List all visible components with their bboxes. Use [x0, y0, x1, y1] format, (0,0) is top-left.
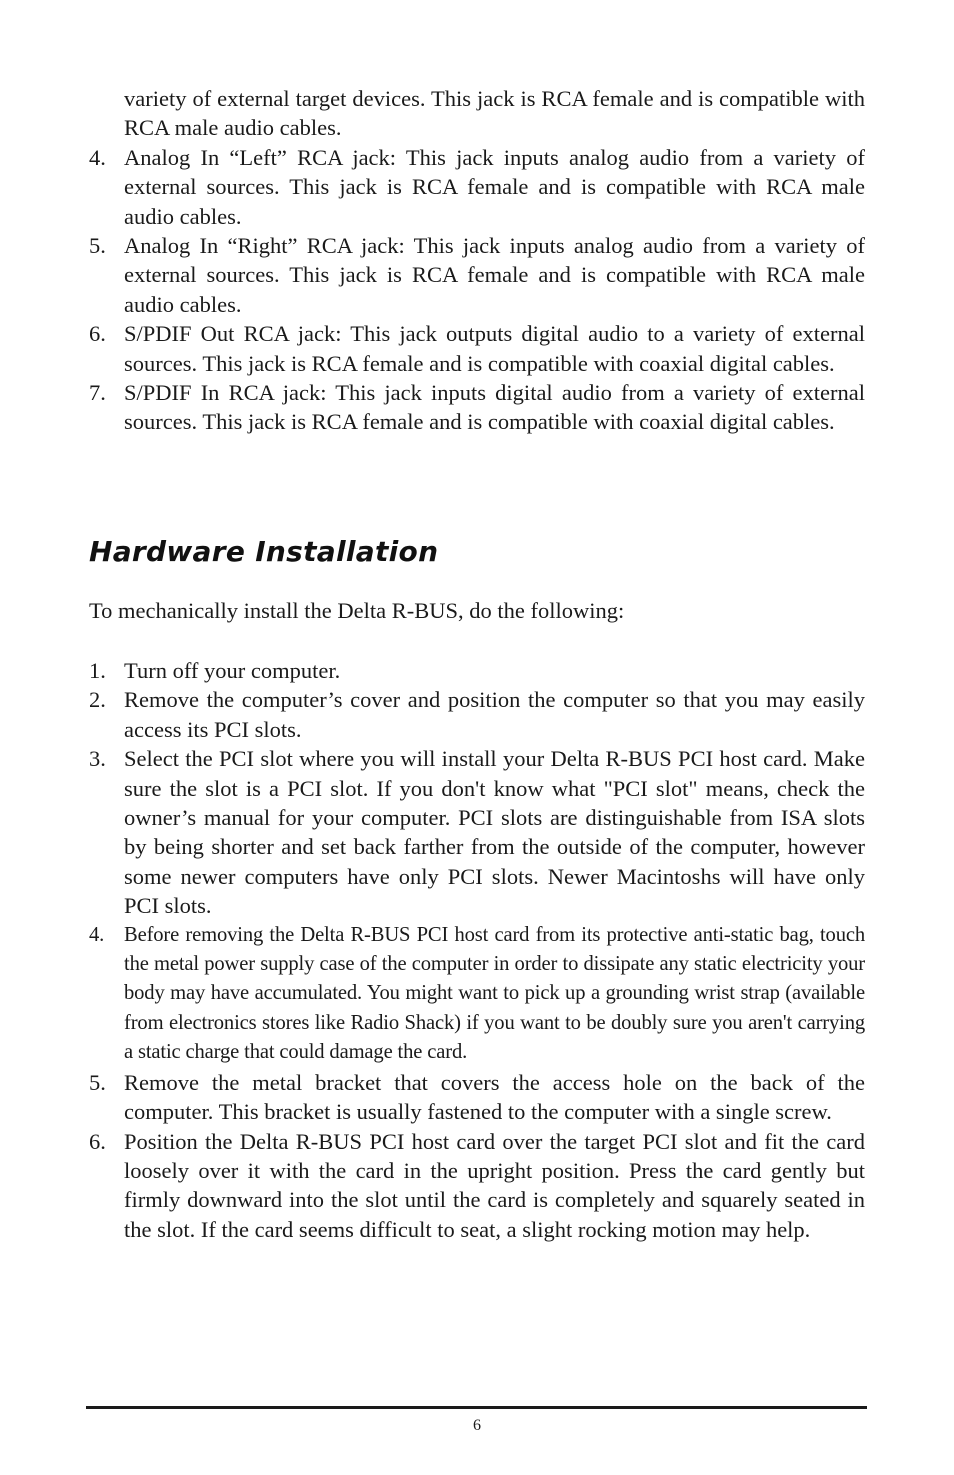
list-item: [89, 1127, 865, 1245]
list-item-number: 2.: [89, 687, 106, 713]
list-item-text: Before removing the Delta R-BUS PCI host card from its protective anti-static bag, touch the metal power supply case of the computer in order to dissipate any static electricity your body may have accumulated. You might want to pick up a grounding wrist strap (available from electronics stores like Radio Shack) if you want to be doubly sure you aren't carrying a static charge that could damage the card.: [124, 923, 865, 1064]
jack-description-list: [89, 84, 865, 437]
list-item: [89, 1068, 865, 1127]
list-item-text: Select the PCI slot where you will install your Delta R-BUS PCI host card. Make sure the slot is a PCI slot. If you don't know what "PCI slot" means, check the owner’s manual for your computer. PCI slots are distinguishable from ISA slots by being shorter and set back farther from the outside of the computer, however some newer computers have only PCI slots. Newer Macintoshs will have only PCI slots.: [124, 746, 865, 919]
list-item-number: 5.: [89, 233, 106, 259]
list-item: [89, 744, 865, 920]
section-heading: Hardware Installation: [89, 535, 439, 568]
list-item: [89, 921, 865, 1068]
list-item-number: 4.: [89, 144, 106, 170]
list-item-text: Analog In “Left” RCA jack: This jack inputs analog audio from a variety of external sources. This jack is RCA female and is compatible with RCA male audio cables.: [124, 144, 865, 229]
list-item-number: 7.: [89, 380, 106, 406]
list-item-number: 3.: [89, 746, 106, 772]
list-item: [89, 319, 865, 378]
list-item-number: 6.: [89, 321, 106, 347]
list-item-text: Remove the computer’s cover and position the computer so that you may easily access its PCI slots.: [124, 687, 865, 742]
list-item-text: S/PDIF Out RCA jack: This jack outputs digital audio to a variety of external sources. This jack is RCA female and is compatible with coaxial digital cables.: [124, 321, 865, 376]
list-item: [89, 84, 865, 143]
section-intro: To mechanically install the Delta R-BUS, do the following:: [89, 598, 625, 623]
list-item-text: Analog In “Right” RCA jack: This jack inputs analog audio from a variety of external sources. This jack is RCA female and is compatible with RCA male audio cables.: [124, 233, 865, 317]
list-item: [89, 656, 865, 685]
list-item-number: 1.: [89, 658, 106, 683]
list-item-number: 4.: [89, 923, 105, 946]
list-item: [89, 685, 865, 744]
list-item: [89, 231, 865, 319]
installation-steps-list: [89, 656, 865, 1244]
list-item-number: 5.: [89, 1069, 106, 1095]
list-item-number: 6.: [89, 1128, 106, 1154]
list-item-text: variety of external target devices. This jack is RCA female and is compatible with RCA male audio cables.: [124, 86, 865, 141]
list-item-text: Turn off your computer.: [124, 658, 341, 683]
footer-divider: [86, 1406, 867, 1409]
list-item-text: Position the Delta R-BUS PCI host card over the target PCI slot and fit the card loosely over it with the card in the upright position. Press the card gently but firmly downward into the slot until the card is completely and squarely seated in the slot. If the card seems difficult to seat, a slight rocking motion may help.: [124, 1128, 865, 1242]
list-item-text: S/PDIF In RCA jack: This jack inputs digital audio from a variety of external sources. This jack is RCA female and is compatible with coaxial digital cables.: [124, 380, 865, 435]
page-number: 6: [473, 1417, 481, 1434]
list-item: [89, 143, 865, 231]
list-item: [89, 378, 865, 437]
list-item-text: Remove the metal bracket that covers the access hole on the back of the computer. This bracket is usually fastened to the computer with a single screw.: [124, 1069, 865, 1125]
